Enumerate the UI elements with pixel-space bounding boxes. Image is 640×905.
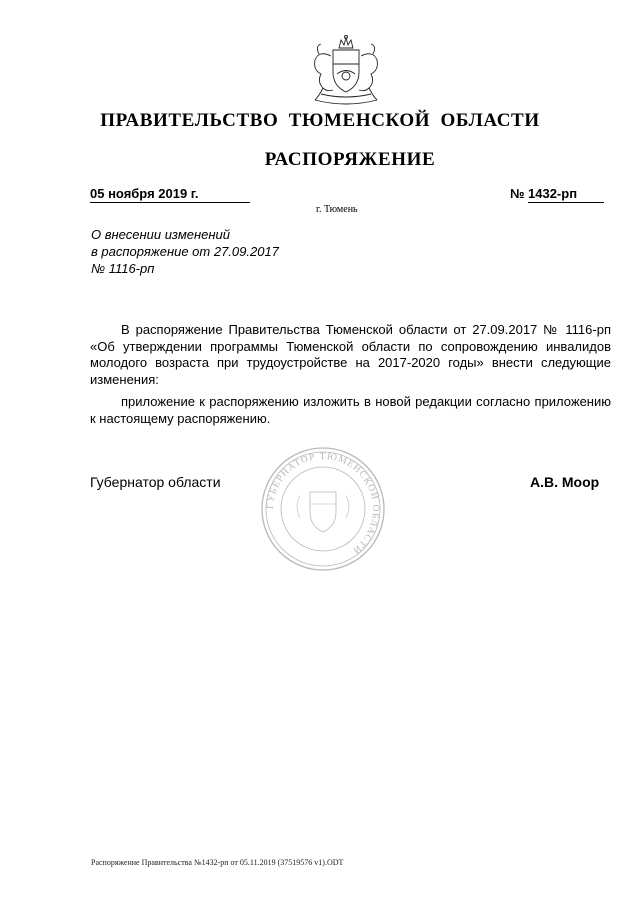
document-subject bbox=[91, 226, 351, 277]
body-paragraph: приложение к распоряжению изложить в новой редакции согласно приложению к настоящему распоряжению. bbox=[90, 394, 611, 426]
signer-name: А.В. Моор bbox=[530, 474, 600, 490]
body-paragraph: В распоряжение Правительства Тюменской области от 27.09.2017 № 1116-рп «Об утверждении программы Тюменской области по сопровождению инвалидов молодого возраста при трудоустройстве на 2017-2020 годы» внести следующие изменения: bbox=[90, 322, 611, 387]
number-sign: № bbox=[510, 186, 525, 201]
signer-title: Губернатор области bbox=[90, 474, 221, 490]
subject-line: О внесении изменений bbox=[91, 227, 230, 242]
document-type-heading: РАСПОРЯЖЕНИЕ bbox=[264, 149, 436, 170]
organization-heading: ПРАВИТЕЛЬСТВО ТЮМЕНСКОЙ ОБЛАСТИ bbox=[100, 110, 540, 131]
document-footer: Распоряжение Правительства №1432-рп от 05.11.2019 (37519576 v1).ODT bbox=[91, 858, 344, 867]
document-number: 1432-рп bbox=[528, 186, 604, 203]
document-date: 05 ноября 2019 г. bbox=[90, 186, 250, 203]
seal-ring-text: ГУБЕРНАТОР ТЮМЕНСКОЙ ОБЛАСТИ bbox=[265, 451, 381, 556]
coat-of-arms-emblem bbox=[305, 34, 387, 108]
city-label: г. Тюмень bbox=[316, 204, 358, 215]
subject-line: № 1116-рп bbox=[91, 261, 155, 276]
document-body bbox=[90, 322, 611, 433]
subject-line: в распоряжение от 27.09.2017 bbox=[91, 244, 279, 259]
official-seal-stamp bbox=[260, 446, 386, 572]
